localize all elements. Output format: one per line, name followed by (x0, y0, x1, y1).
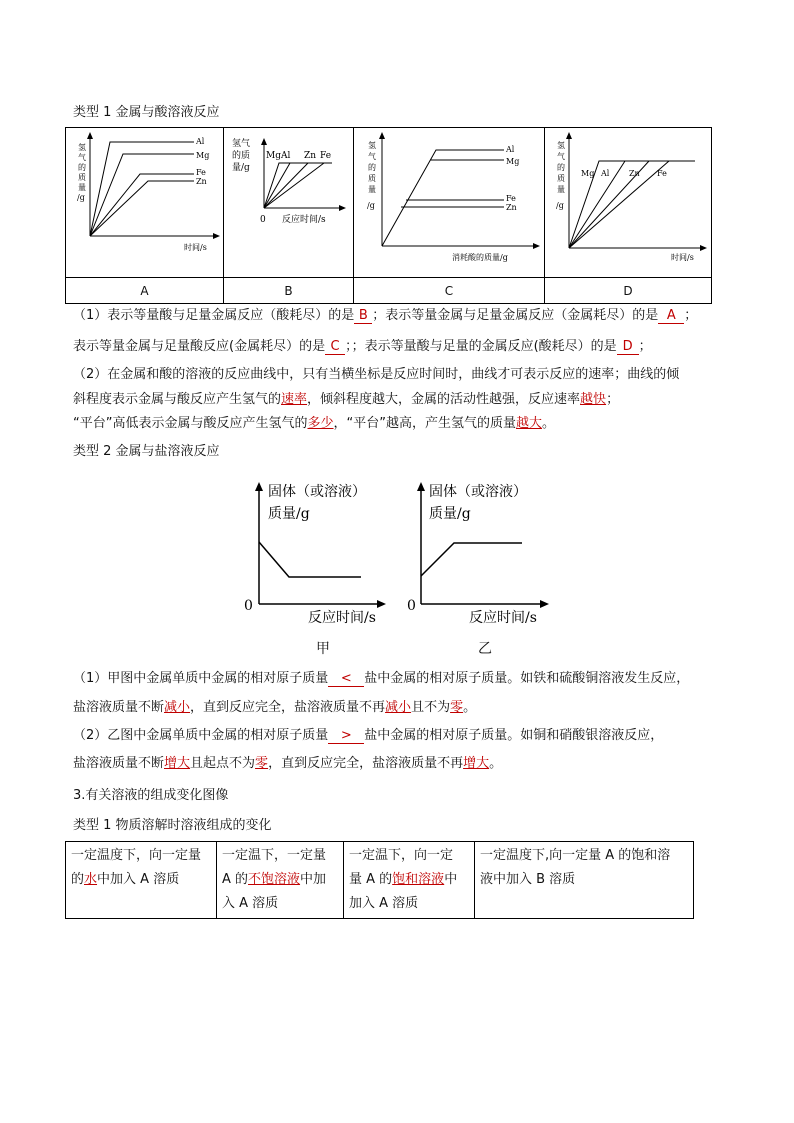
answer-saturated: 饱和溶液 (392, 872, 445, 887)
chart-a-series-mg: Mg (196, 151, 210, 160)
chart-a-ylabel-4: 量 (78, 183, 86, 192)
chart-d-xlabel: 时间/s (671, 253, 694, 262)
chart-d-ylabel-1: 气 (557, 152, 565, 161)
salt-q1-line1: （1）甲图中金属单质中金属的相对原子质量 < 盐中金属的相对原子质量。如铁和硫酸铜溶液发生反应， (73, 671, 690, 686)
chart-b-series-al: Al (281, 151, 291, 161)
chart-c-cell (354, 128, 545, 278)
acid-q2-line1: （2）在金属和酸的溶液的反应曲线中，只有当横坐标是反应时间时，曲线才可表示反应的速率；曲线的倾 (73, 367, 680, 382)
chart-d (545, 128, 711, 273)
chart-a-ylabel-1: 气 (78, 153, 86, 162)
chart-b-line-fe (264, 163, 324, 208)
chart-c-ylabel-1: 气 (368, 152, 376, 161)
chart-a-ylabel-2: 的 (78, 163, 86, 172)
answer-zero-2: 零 (255, 756, 269, 771)
chart-d-caption: D (545, 278, 712, 304)
chart-d-ylabel-5: /g (556, 201, 564, 210)
answer-increase-2: 增大 (463, 756, 490, 771)
answer-blank-1: B (354, 308, 372, 324)
answer-rate: 速率 (281, 392, 308, 407)
jia-origin: 0 (244, 598, 253, 614)
dissolution-table (65, 841, 694, 919)
chart-b-ylabel-2: 量/g (232, 163, 250, 173)
chart-c-series-fe: Fe (506, 194, 516, 203)
yi-curve (421, 543, 522, 576)
acid-q2-line3: “平台”高低表示金属与酸反应产生氢气的多少，“平台”越高，产生氢气的质量越大。 (73, 416, 556, 431)
answer-decrease-2: 减小 (385, 700, 412, 715)
dissolution-cell-2: 一定温下，一定量 A 的不饱溶液中加 入 A 溶质 (217, 842, 344, 919)
chart-a-series-zn: Zn (196, 177, 207, 186)
chart-c-ylabel-5: /g (367, 201, 375, 210)
chart-d-series-mg: Mg (581, 169, 595, 178)
chart-a-line-fe (90, 174, 194, 236)
answer-blank-4: D (617, 339, 639, 355)
chart-b-xlabel: 反应时间/s (282, 215, 326, 225)
answer-blank-3: C (325, 339, 345, 355)
salt-q2-line1: （2）乙图中金属单质中金属的相对原子质量 > 盐中金属的相对原子质量。如铜和硝酸银溶液反应， (73, 728, 664, 743)
section3-subheading: 类型 1 物质溶解时溶液组成的变化 (73, 818, 272, 833)
jia-curve (259, 542, 361, 577)
salt-q2-line2: 盐溶液质量不断增大且起点不为零，直到反应完全，盐溶液质量不再增大。 (73, 756, 503, 771)
type2-heading: 类型 2 金属与盐溶液反应 (73, 444, 220, 459)
chart-c-ylabel-4: 量 (368, 185, 376, 194)
answer-decrease-1: 减小 (164, 700, 191, 715)
chart-c-xlabel: 消耗酸的质量/g (452, 253, 508, 262)
yi-origin: 0 (407, 598, 416, 614)
chart-d-series-fe: Fe (657, 169, 667, 178)
chart-a-ylabel-0: 氢 (78, 143, 86, 152)
chart-c-line-al (382, 150, 504, 246)
answer-unsaturated: 不饱溶液 (248, 872, 301, 887)
answer-amount: 多少 (307, 416, 334, 431)
dissolution-cell-3: 一定温下，向一定 量 A 的饱和溶液中 加入 A 溶质 (344, 842, 475, 919)
chart-b-caption: B (224, 278, 354, 304)
section3-heading: 3.有关溶液的组成变化图像 (73, 788, 229, 803)
answer-greater-than: > (328, 728, 364, 744)
dissolution-cell-4: 一定温度下,向一定量 A 的饱和溶 液中加入 B 溶质 (475, 842, 694, 919)
chart-b-series-fe: Fe (320, 151, 332, 161)
chart-a-line-mg (90, 154, 194, 236)
yi-xlabel: 反应时间/s (469, 610, 537, 626)
salt-q1-line2: 盐溶液质量不断减小，直到反应完全，盐溶液质量不再减小且不为零。 (73, 700, 477, 715)
chart-b (224, 128, 353, 273)
chart-d-ylabel-3: 质 (557, 174, 565, 183)
chart-b-cell (224, 128, 354, 278)
acid-q1-line2: 表示等量金属与足量酸反应(金属耗尽）的是 C ；；表示等量酸与足量的金属反应(酸耗尽）的是 D ； (73, 339, 652, 354)
acid-q2-line2: 斜程度表示金属与酸反应产生氢气的速率，倾斜程度越大，金属的活动性越强，反应速率越快； (73, 392, 620, 407)
chart-c-ylabel-2: 的 (368, 163, 376, 172)
chart-c-ylabel-3: 质 (368, 174, 376, 183)
type1-heading: 类型 1 金属与酸溶液反应 (73, 105, 220, 120)
chart-d-ylabel-2: 的 (557, 163, 565, 172)
dissolution-cell-1: 一定温度下，向一定量 的水中加入 A 溶质 (66, 842, 217, 919)
chart-b-line-mg (264, 163, 332, 208)
chart-d-line-al (569, 161, 625, 248)
jia-xlabel: 反应时间/s (308, 610, 376, 626)
acid-chart-table (65, 127, 712, 304)
chart-a-caption: A (66, 278, 224, 304)
chart-a-cell (66, 128, 224, 278)
chart-c-series-mg: Mg (506, 157, 520, 166)
chart-c (354, 128, 544, 273)
yi-ylabel-2: 质量/g (429, 506, 471, 522)
chart-d-series-al: Al (601, 169, 610, 178)
chart-b-origin: 0 (260, 215, 266, 225)
answer-water: 水 (84, 872, 98, 887)
chart-b-ylabel-1: 的质 (232, 151, 251, 161)
chart-a-ylabel-5: /g (77, 193, 85, 202)
salt-chart-yi (403, 476, 563, 628)
chart-a-ylabel-3: 质 (78, 173, 86, 182)
answer-increase-1: 增大 (164, 756, 191, 771)
chart-d-ylabel-4: 量 (557, 185, 565, 194)
chart-a (66, 128, 223, 273)
chart-c-series-al: Al (506, 145, 515, 154)
chart-a-series-fe: Fe (196, 168, 206, 177)
jia-ylabel-1: 固体（或溶液） (268, 484, 366, 500)
acid-q1-line1: （1）表示等量酸与足量金属反应（酸耗尽）的是 B ；表示等量金属与足量金属反应（金属耗尽）的是 A ； (73, 308, 698, 323)
yi-ylabel-1: 固体（或溶液） (429, 484, 527, 500)
answer-larger: 越大 (515, 416, 542, 431)
answer-faster: 越快 (580, 392, 607, 407)
chart-a-line-al (90, 142, 194, 236)
chart-d-cell (545, 128, 712, 278)
chart-b-series-mg: Mg (266, 151, 281, 161)
answer-zero-1: 零 (450, 700, 464, 715)
jia-caption: 甲 (316, 641, 330, 657)
chart-b-series-zn: Zn (304, 151, 317, 161)
chart-c-caption: C (354, 278, 545, 304)
answer-blank-2: A (658, 308, 684, 324)
chart-c-series-zn: Zn (506, 203, 517, 212)
jia-ylabel-2: 质量/g (268, 506, 310, 522)
answer-less-than: < (328, 671, 364, 687)
chart-b-ylabel-0: 氢气 (232, 139, 251, 149)
chart-a-xlabel: 时间/s (184, 243, 207, 252)
yi-caption: 乙 (478, 641, 492, 657)
chart-c-ylabel-0: 氢 (368, 141, 376, 150)
chart-a-series-al: Al (196, 137, 205, 146)
chart-a-line-zn (90, 181, 194, 236)
chart-d-ylabel-0: 氢 (557, 141, 565, 150)
chart-d-series-zn: Zn (629, 169, 640, 178)
salt-chart-jia (238, 476, 398, 628)
